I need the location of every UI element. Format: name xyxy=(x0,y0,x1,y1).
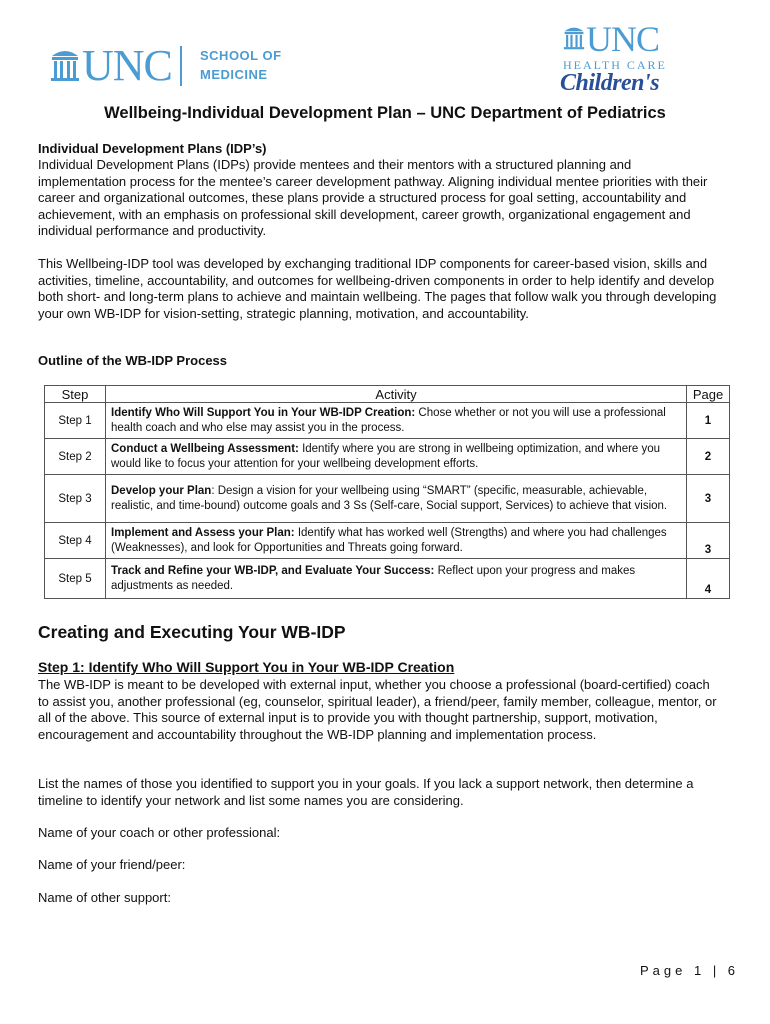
page-cell: 2 xyxy=(687,439,730,475)
activity-cell: Conduct a Wellbeing Assessment: Identify where you are strong in wellbeing optimization, and where you would like to focus your attention for your wellbeing development efforts. xyxy=(106,439,687,475)
step-cell: Step 1 xyxy=(45,403,106,439)
unc-school-of-medicine-logo xyxy=(50,42,290,88)
logo-health-care-text: HEALTH CARE xyxy=(563,58,667,72)
page-cell: 3 xyxy=(687,475,730,523)
activity-cell: Implement and Assess your Plan: Identify what has worked well (Strengths) and where you had challenges (Weaknesses), and look for Opportunities and Threats going forward. xyxy=(106,523,687,559)
step-cell: Step 3 xyxy=(45,475,106,523)
logo-childrens-text: Children's xyxy=(560,70,660,96)
header-step: Step xyxy=(45,386,106,403)
idp-paragraph-2: This Wellbeing-IDP tool was developed by exchanging traditional IDP components for career-based vision, skills and activities, timeline, accountability, and outcomes for wellbeing-driven components in order to help identify and develop both short- and long-term plans to achieve and maintain wellbeing. The pages that follow walk you through developing your own WB-IDP for vision-setting, strategic planning, motivation, and accountability. xyxy=(38,256,717,321)
header-activity: Activity xyxy=(106,386,687,403)
table-row xyxy=(45,439,730,475)
idp-paragraph: Individual Development Plans (IDPs) provide mentees and their mentors with a structured planning and implementation process for the mentee’s career development pathway. Aligning individual mentee priorities with their career and organizational outcomes, these plans provide a structured process for goal setting, accountability and achievement, with an emphasis on professional skill development, career growth, organizational engagement and individual performance and productivity. xyxy=(38,157,708,238)
document-title: Wellbeing-Individual Development Plan – UNC Department of Pediatrics xyxy=(104,104,666,122)
outline-heading: Outline of the WB-IDP Process xyxy=(38,353,228,368)
page-cell: 1 xyxy=(687,403,730,439)
old-well-icon xyxy=(50,46,80,82)
outline-table xyxy=(44,385,730,599)
idp-heading: Individual Development Plans (IDP’s) xyxy=(38,141,267,156)
step-cell: Step 4 xyxy=(45,523,106,559)
activity-cell: Track and Refine your WB-IDP, and Evaluate Your Success: Reflect upon your progress and makes adjustments as needed. xyxy=(106,559,687,599)
logo-divider xyxy=(180,46,182,86)
page-cell: 3 xyxy=(687,523,730,559)
step1-heading: Step 1: Identify Who Will Support You in Your WB-IDP Creation xyxy=(38,659,455,675)
field-other-label: Name of other support: xyxy=(38,890,171,905)
page-cell: 4 xyxy=(687,559,730,599)
step1-list-instructions: List the names of those you identified to support you in your goals. If you lack a support network, then determine a timeline to identify your network and list some names you are considering. xyxy=(38,776,694,808)
activity-cell: Identify Who Will Support You in Your WB-IDP Creation: Chose whether or not you will use a professional health coach and who else may assist you in the process. xyxy=(106,403,687,439)
unc-health-care-childrens-logo xyxy=(560,18,690,98)
logo-school-text: SCHOOL OF MEDICINE xyxy=(200,48,282,82)
table-row xyxy=(45,475,730,523)
page-number: Page 1 | 6 xyxy=(640,963,740,978)
step-cell: Step 2 xyxy=(45,439,106,475)
header-page: Page xyxy=(687,386,730,403)
creating-heading: Creating and Executing Your WB-IDP xyxy=(38,622,346,642)
old-well-icon xyxy=(563,24,585,50)
logo-unc-text: UNC xyxy=(586,19,660,59)
field-coach-label: Name of your coach or other professional: xyxy=(38,825,281,840)
field-friend-label: Name of your friend/peer: xyxy=(38,857,186,872)
logo-unc-text: UNC xyxy=(82,41,172,90)
activity-cell: Develop your Plan: Design a vision for your wellbeing using “SMART” (specific, measurable, achievable, realistic, and time-bound) outcome goals and 3 Ss (Self-care, Social support, Services) to achieve that vision. xyxy=(106,475,687,523)
table-header-row xyxy=(45,386,730,403)
step-cell: Step 5 xyxy=(45,559,106,599)
table-row xyxy=(45,559,730,599)
table-row xyxy=(45,523,730,559)
step1-paragraph: The WB-IDP is meant to be developed with external input, whether you choose a professional (board-certified) coach to assist you, another professional (eg, counselor, spiritual leader), a friend/peer, family member, colleague, mentor, or all of the above. This source of external input is to provide you with thought partnership, support, motivation, encouragement and accountability throughout the WB-IDP planning and implementation process. xyxy=(38,677,717,742)
table-row xyxy=(45,403,730,439)
